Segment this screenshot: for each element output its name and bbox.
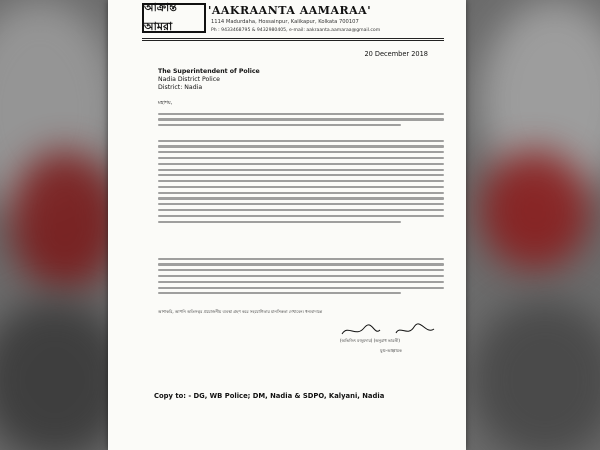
salutation: মহাশয়, [158, 100, 173, 106]
recipient-line-2: Nadia District Police [158, 76, 220, 83]
signatory-names: (অভিজিৎ মজুমদার) (অনুরাধ ভারতী) [340, 338, 400, 343]
header-rule-2 [142, 40, 444, 41]
recipient-block [158, 68, 260, 92]
recipient-line-3: District: Nadia [158, 84, 203, 91]
org-logo [142, 3, 206, 33]
letter-date: 20 December 2018 [364, 50, 428, 58]
paragraph-3 [158, 254, 444, 298]
closing-line: আশাকরি, আপনি অতিসত্বর প্রয়োজনীয় ব্যবস্থা গ্রহণ করে সহযোগিতার মানসিকতা দেখাবেন। ধন্যবাদান্তে [158, 309, 323, 314]
org-name: 'AAKRAANTA AAMARAA' [208, 4, 372, 17]
letter-page [108, 0, 466, 450]
header-rule [142, 38, 444, 39]
paragraph-1 [158, 109, 444, 130]
org-contact: Ph : 9433468795 & 9432980405, e-mail: aakraanta.aamaraa@gmail.com [211, 28, 381, 33]
signatory-role: যুগ্ম-আহ্বায়ক [380, 348, 402, 353]
recipient-title: The Superintendent of Police [158, 68, 260, 75]
signature-block [334, 322, 444, 362]
org-address: 1114 Madurdaha, Hossainpur, Kalikapur, Kolkata 700107 [211, 19, 359, 25]
copy-to-line: Copy to: - DG, WB Police; DM, Nadia & SDPO, Kalyani, Nadia [154, 392, 385, 400]
logo-text: আক্রান্ত আমরা [144, 1, 177, 33]
paragraph-2 [158, 136, 444, 226]
